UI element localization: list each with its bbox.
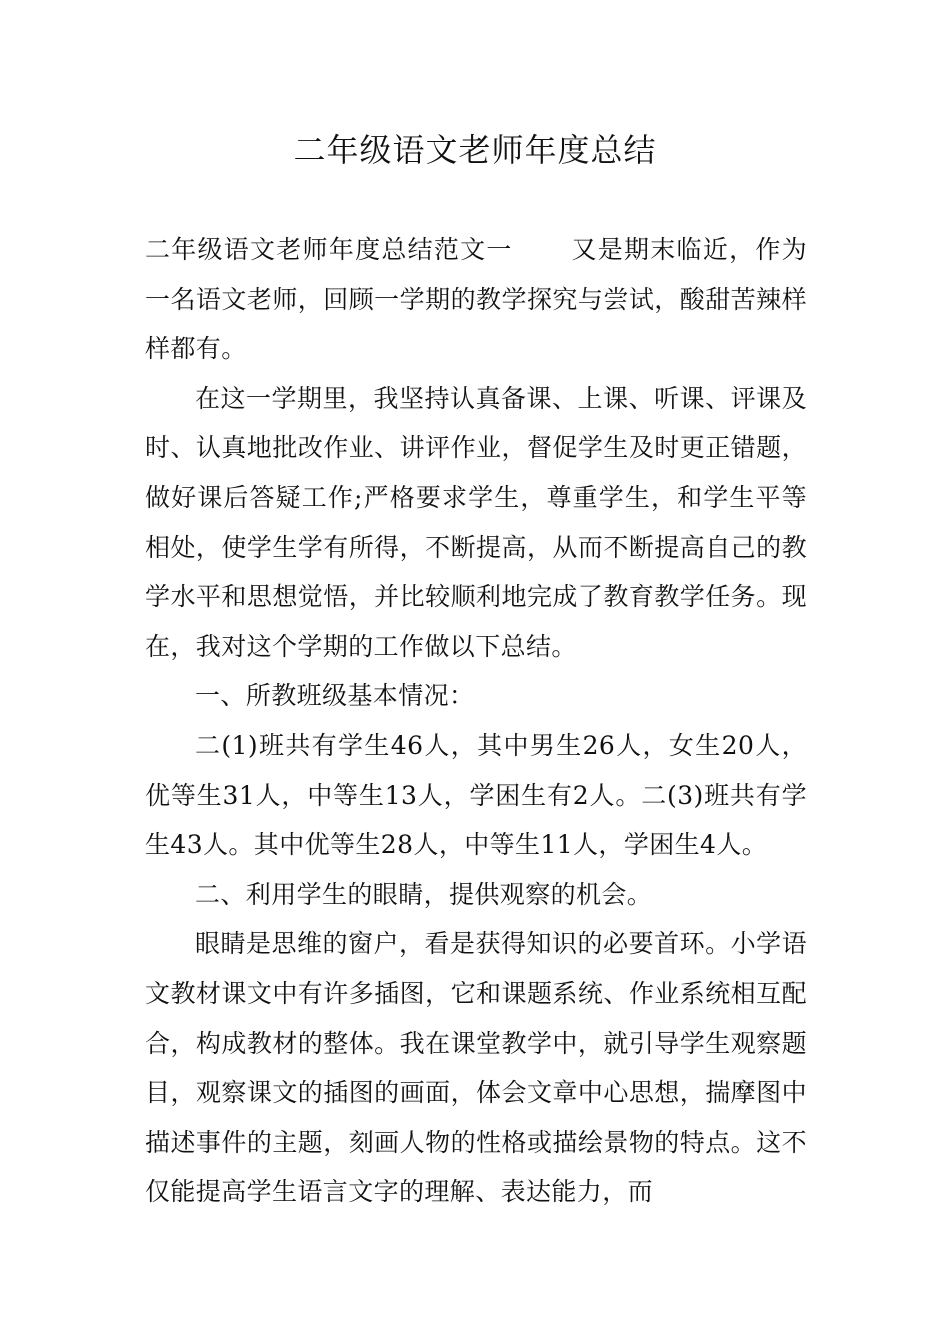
section-heading-2: 二、利用学生的眼睛，提供观察的机会。 xyxy=(195,879,653,909)
intro-heading: 二年级语文老师年度总结范文一 xyxy=(145,235,513,264)
document-title: 二年级语文老师年度总结 xyxy=(293,131,657,169)
document-body xyxy=(145,225,807,1217)
paragraph-2: 二(1)班共有学生46人，其中男生26人，女生20人，优等生31人，中等生13人，学困生有2人。二(3)班共有学生43人。其中优等生28人，中等生11人，学困生4人。 xyxy=(145,730,807,860)
intro-paragraph xyxy=(145,225,807,374)
paragraph-1: 在这一学期里，我坚持认真备课、上课、听课、评课及时、认真地批改作业、讲评作业，督促学生及时更正错题，做好课后答疑工作;严格要求学生，尊重学生，和学生平等相处，使学生学有所得，不断提高，从而不断提高自己的教学水平和思想觉悟，并比较顺利地完成了教育教学任务。现在，我对这个学期的工作做以下总结。 xyxy=(145,383,807,661)
paragraph-3: 眼睛是思维的窗户，看是获得知识的必要首环。小学语文教材课文中有许多插图，它和课题系统、作业系统相互配合，构成教材的整体。我在课堂教学中，就引导学生观察题目，观察课文的插图的画面，体会文章中心思想，揣摩图中描述事件的主题，刻画人物的性格或描绘景物的特点。这不仅能提高学生语言文字的理解、表达能力，而 xyxy=(145,929,807,1207)
intro-text: 又是期末临近，作为一名语文老师，回顾一学期的教学探究与尝试，酸甜苦辣样样都有。 xyxy=(145,235,807,364)
section-heading-1: 一、所教班级基本情况： xyxy=(195,681,475,711)
